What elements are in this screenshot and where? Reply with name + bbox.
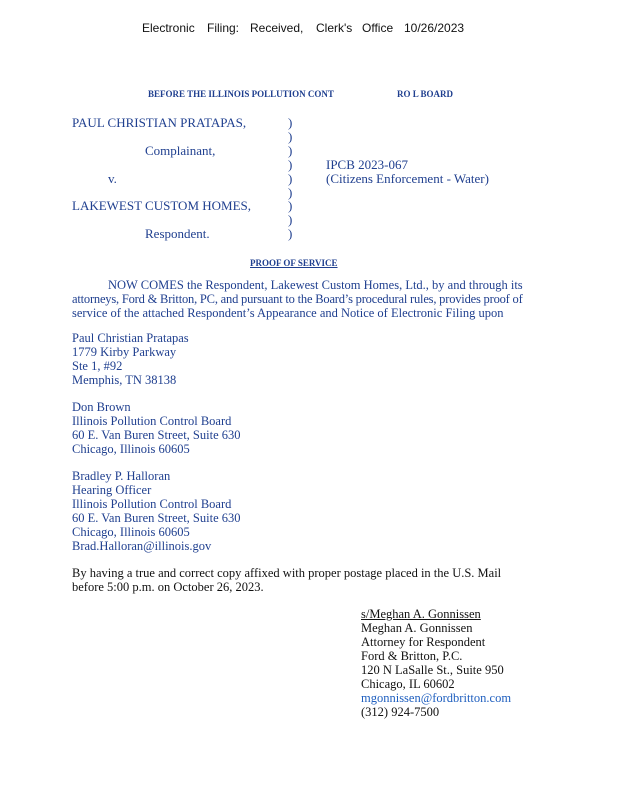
- intro-line-3: service of the attached Respondent’s Appearance and Notice of Electronic Filing upon: [72, 306, 504, 320]
- recipient-email[interactable]: Brad.Halloran@illinois.gov: [72, 539, 212, 553]
- filing-header-clerk: Clerk's: [316, 21, 353, 35]
- caption-paren: ): [288, 198, 293, 213]
- certification-line-1: By having a true and correct copy affixed with proper postage placed in the U.S. Mail: [72, 566, 502, 580]
- caption-paren: ): [288, 115, 293, 130]
- recipient-line: Hearing Officer: [72, 483, 152, 497]
- recipient-line: Chicago, Illinois 60605: [72, 525, 190, 539]
- respondent-role: Respondent.: [145, 226, 210, 241]
- filing-header-received: Received,: [250, 21, 304, 35]
- respondent-name: LAKEWEST CUSTOM HOMES,: [72, 198, 252, 213]
- recipient-line: Illinois Pollution Control Board: [72, 414, 232, 428]
- firm-address-1: 120 N LaSalle St., Suite 950: [361, 663, 504, 677]
- recipient-block-3: [72, 469, 241, 553]
- recipient-block-2: [72, 400, 241, 456]
- filing-header-office: Office: [362, 21, 394, 35]
- recipient-line: Chicago, Illinois 60605: [72, 442, 190, 456]
- recipient-line: 60 E. Van Buren Street, Suite 630: [72, 428, 241, 442]
- board-title-left: BEFORE THE ILLINOIS POLLUTION CONT: [148, 89, 334, 99]
- caption-paren: ): [288, 226, 293, 241]
- recipient-line: Paul Christian Pratapas: [72, 331, 189, 345]
- signer-name: Meghan A. Gonnissen: [361, 621, 473, 635]
- filing-header-filing: Filing:: [207, 21, 240, 35]
- caption-paren: ): [288, 171, 293, 186]
- recipient-line: Don Brown: [72, 400, 131, 414]
- firm-name: Ford & Britton, P.C.: [361, 649, 463, 663]
- signature-line: s/Meghan A. Gonnissen: [361, 607, 481, 621]
- complainant-role: Complainant,: [145, 143, 216, 158]
- caption-paren: ): [288, 212, 293, 227]
- recipient-line: Bradley P. Halloran: [72, 469, 171, 483]
- caption-paren: ): [288, 143, 293, 158]
- case-type: (Citizens Enforcement - Water): [326, 171, 489, 186]
- filing-header-electronic: Electronic: [142, 21, 195, 35]
- recipient-line: 60 E. Van Buren Street, Suite 630: [72, 511, 241, 525]
- complainant-name: PAUL CHRISTIAN PRATAPAS,: [72, 115, 247, 130]
- intro-line-2: attorneys, Ford & Britton, PC, and pursuant to the Board’s procedural rules, provides proof of: [72, 292, 523, 306]
- recipient-block-1: [72, 331, 189, 387]
- versus-label: v.: [108, 171, 117, 186]
- signature-block: [361, 607, 511, 719]
- filing-header-date: 10/26/2023: [404, 21, 465, 35]
- recipient-line: Memphis, TN 38138: [72, 373, 177, 387]
- recipient-line: Illinois Pollution Control Board: [72, 497, 232, 511]
- recipient-line: 1779 Kirby Parkway: [72, 345, 177, 359]
- caption-paren: ): [288, 185, 293, 200]
- certification-line-2: before 5:00 p.m. on October 26, 2023.: [72, 580, 264, 594]
- section-title: PROOF OF SERVICE: [250, 258, 338, 268]
- intro-line-1: NOW COMES the Respondent, Lakewest Custom Homes, Ltd., by and through its: [108, 278, 523, 292]
- signer-title: Attorney for Respondent: [361, 635, 486, 649]
- caption-paren: ): [288, 157, 293, 172]
- signer-email-link[interactable]: mgonnissen@fordbritton.com: [361, 691, 512, 705]
- recipient-line: Ste 1, #92: [72, 359, 123, 373]
- caption-paren: ): [288, 129, 293, 144]
- signer-phone: (312) 924-7500: [361, 705, 440, 719]
- case-number: IPCB 2023-067: [326, 157, 408, 172]
- firm-address-2: Chicago, IL 60602: [361, 677, 455, 691]
- board-title-right: RO L BOARD: [397, 89, 454, 99]
